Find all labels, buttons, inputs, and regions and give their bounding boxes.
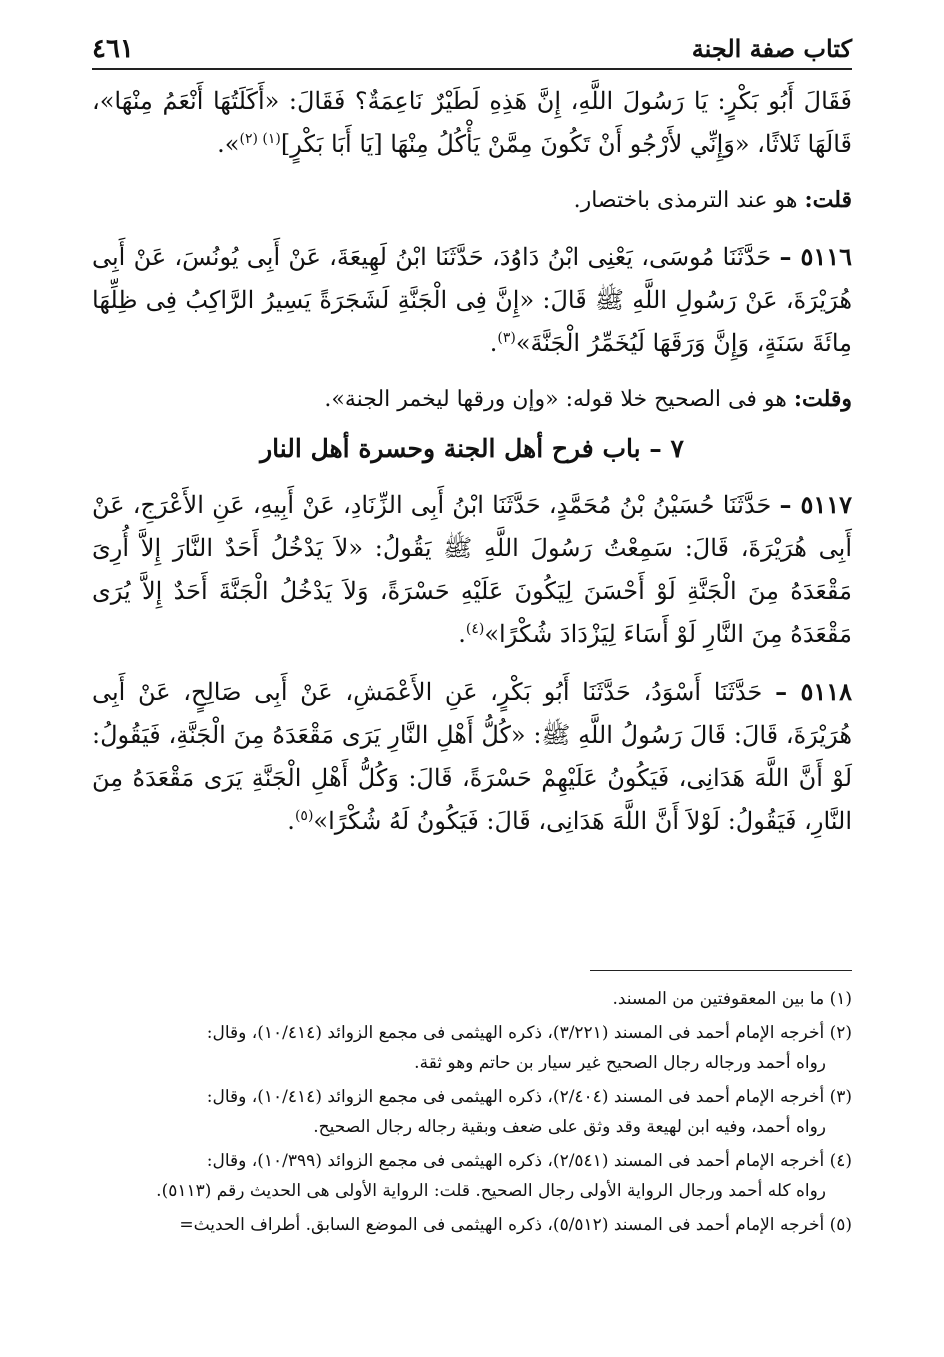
commentary-note — [92, 379, 852, 420]
hadith-5118: ٥١١٨ – حَدَّثَنَا أَسْوَدُ، حَدَّثَنَا أَبُو بَكْرٍ، عَنِ الأَعْمَشِ، عَنْ أَبِى صَالِحٍ، عَنْ أَبِى هُرَيْرَةَ، قَالَ: قَالَ رَسُولُ اللَّهِ ﷺ: «كُلُّ أَهْلِ النَّارِ يَرَى مَقْعَدَهُ مِنَ الْجَنَّةِ، فَيَقُولُ: لَوْ أَنَّ اللَّهَ هَدَانِى، فَيَكُونُ عَلَيْهِمْ حَسْرَةً، قَالَ: وَكُلُّ أَهْلِ الْجَنَّةِ يَرَى مَقْعَدَهُ مِنَ النَّارِ، فَيَقُولُ: لَوْلاَ أَنَّ اللَّهَ هَدَانِى، قَالَ: فَيَكُونُ لَهُ شُكْرًا»$^{(٥)}$. — [92, 677, 853, 835]
footnote-3: (٣) أخرجه الإمام أحمد فى المسند (٢/٤٠٤)، ذكره الهيثمى فى مجمع الزوائد (١٠/٤١٤)، وقال: رواه أحمد، وفيه ابن لهيعة وقد وثق على ضعف وبقية رجاله رجال الصحيح. — [206, 1087, 852, 1137]
note-text: هو فى الصحيح خلا قوله: «وإن ورقها ليخمر الجنة». — [324, 387, 787, 412]
footnote-divider — [590, 970, 852, 971]
page-header — [92, 30, 852, 70]
hadith-text: فَقَالَ أَبُو بَكْرٍ: يَا رَسُولَ اللَّهِ، إِنَّ هَذِهِ لَطَيْرٌ نَاعِمَةٌ؟ فَقَالَ: «أَكَلَتُهَا أَنْعَمُ مِنْهَا»، قَالَهَا ثَلاثًا، «وَإِنِّي لأَرْجُو أَنْ تَكُونَ مِمَّنْ يَأْكُلُ مِنْهَا [يَا أَبَا بَكْرٍ] — [92, 87, 852, 158]
note-label: وقلت: — [793, 386, 852, 412]
hadith-number: ٥١١٧ – — [779, 490, 852, 519]
footnote-ref[interactable]: (١) (٢) — [239, 131, 281, 147]
note-label: قلت: — [804, 187, 852, 213]
running-title: كتاب صفة الجنة — [691, 34, 852, 63]
hadith-number: ٥١١٨ – — [775, 677, 853, 706]
hadith-5116: ٥١١٦ – حَدَّثَنَا مُوسَى، يَعْنِى ابْنُ دَاوُدَ، حَدَّثَنَا ابْنُ لَهِيعَةَ، عَنْ أَبِى يُونُسَ، عَنْ أَبِى هُرَيْرَةَ، عَنْ رَسُولِ اللَّهِ ﷺ قَالَ: «إِنَّ فِى الْجَنَّةِ لَشَجَرَةً يَسِيرُ الرَّاكِبُ فِى ظِلِّهَا مِائَةَ سَنَةٍ، وَإِنَّ وَرَقَهَا لَيُخَمِّرُ الْجَنَّةَ»$^{(٣)}$. — [92, 242, 852, 357]
footnote-ref[interactable]: (٥) — [294, 808, 314, 824]
main-text — [92, 80, 852, 857]
footnotes — [92, 984, 852, 1244]
page-number: ٤٦١ — [92, 34, 134, 64]
chapter-heading: ٧ – باب فرح أهل الجنة وحسرة أهل النار — [260, 434, 684, 463]
hadith-text: حَدَّثَنَا مُوسَى، يَعْنِى ابْنُ دَاوُدَ، حَدَّثَنَا ابْنُ لَهِيعَةَ، عَنْ أَبِى يُونُسَ، عَنْ أَبِى هُرَيْرَةَ، عَنْ رَسُولِ اللَّهِ ﷺ قَالَ: «إِنَّ فِى الْجَنَّةِ لَشَجَرَةً يَسِيرُ الرَّاكِبُ فِى ظِلِّهَا مِائَةَ سَنَةٍ، وَإِنَّ وَرَقَهَا لَيُخَمِّرُ الْجَنَّةَ» — [92, 243, 852, 357]
footnote-2: (٢) أخرجه الإمام أحمد فى المسند (٣/٢٢١)، ذكره الهيثمى فى مجمع الزوائد (١٠/٤١٤)، وقال: رواه أحمد ورجاله رجال الصحيح غير سيار بن حاتم وهو ثقة. — [206, 1023, 852, 1073]
hadith-5117: ٥١١٧ – حَدَّثَنَا حُسَيْنُ بْنُ مُحَمَّدٍ، حَدَّثَنَا ابْنُ أَبِى الزِّنَادِ، عَنْ أَبِيهِ، عَنِ الأَعْرَجِ، عَنْ أَبِى هُرَيْرَةَ، قَالَ: سَمِعْتُ رَسُولَ اللَّهِ ﷺ يَقُولُ: «لاَ يَدْخُلُ أَحَدٌ النَّارَ إِلاَّ أُرِىَ مَقْعَدَهُ مِنَ الْجَنَّةِ لَوْ أَحْسَنَ لِيَكُونَ عَلَيْهِ حَسْرَةً، وَلاَ يَدْخُلُ الْجَنَّةَ أَحَدٌ إِلاَّ يُرَى مَقْعَدَهُ مِنَ النَّارِ لَوْ أَسَاءَ لِيَزْدَادَ شُكْرًا»$^{(٤)}$. — [92, 490, 852, 648]
footnote-ref[interactable]: (٣) — [497, 330, 516, 346]
footnote-4: (٤) أخرجه الإمام أحمد فى المسند (٢/٥٤١)، ذكره الهيثمى فى مجمع الزوائد (١٠/٣٩٩)، وقال: رواه كله أحمد ورجال الرواية الأولى رجال الصحيح. قلت: الرواية الأولى هى الحديث رقم (٥١١٣). — [156, 1151, 852, 1201]
hadith-text: حَدَّثَنَا حُسَيْنُ بْنُ مُحَمَّدٍ، حَدَّثَنَا ابْنُ أَبِى الزِّنَادِ، عَنْ أَبِيهِ، عَنِ الأَعْرَجِ، عَنْ أَبِى هُرَيْرَةَ، قَالَ: سَمِعْتُ رَسُولَ اللَّهِ ﷺ يَقُولُ: «لاَ يَدْخُلُ أَحَدٌ النَّارَ إِلاَّ أُرِىَ مَقْعَدَهُ مِنَ الْجَنَّةِ لَوْ أَحْسَنَ لِيَكُونَ عَلَيْهِ حَسْرَةً، وَلاَ يَدْخُلُ الْجَنَّةَ أَحَدٌ إِلاَّ يُرَى مَقْعَدَهُ مِنَ النَّارِ لَوْ أَسَاءَ لِيَزْدَادَ شُكْرًا» — [92, 491, 852, 648]
hadith-continuation: فَقَالَ أَبُو بَكْرٍ: يَا رَسُولَ اللَّهِ، إِنَّ هَذِهِ لَطَيْرٌ نَاعِمَةٌ؟ فَقَالَ: «أَكَلَتُهَا أَنْعَمُ مِنْهَا»، قَالَهَا ثَلاثًا، «وَإِنِّي لأَرْجُو أَنْ تَكُونَ مِمَّنْ يَأْكُلُ مِنْهَا [يَا أَبَا بَكْرٍ]$^{(١) (٢)}$». — [92, 87, 852, 158]
hadith-text: حَدَّثَنَا أَسْوَدُ، حَدَّثَنَا أَبُو بَكْرٍ، عَنِ الأَعْمَشِ، عَنْ أَبِى صَالِحٍ، عَنْ أَبِى هُرَيْرَةَ، قَالَ: قَالَ رَسُولُ اللَّهِ ﷺ: «كُلُّ أَهْلِ النَّارِ يَرَى مَقْعَدَهُ مِنَ الْجَنَّةِ، فَيَقُولُ: لَوْ أَنَّ اللَّهَ هَدَانِى، فَيَكُونُ عَلَيْهِمْ حَسْرَةً، قَالَ: وَكُلُّ أَهْلِ الْجَنَّةِ يَرَى مَقْعَدَهُ مِنَ النَّارِ، فَيَقُولُ: لَوْلاَ أَنَّ اللَّهَ هَدَانِى، قَالَ: فَيَكُونُ لَهُ شُكْرًا» — [92, 678, 853, 835]
note-text: هو عند الترمذى باختصار. — [573, 188, 798, 213]
footnote-ref[interactable]: (٤) — [465, 621, 485, 637]
commentary-note — [92, 180, 852, 221]
hadith-number: ٥١١٦ – — [779, 242, 852, 271]
footnote-5: (٥) أخرجه الإمام أحمد فى المسند (٥/٥١٢)، ذكره الهيثمى فى الموضع السابق. أطراف الحديث= — [179, 1215, 852, 1235]
footnote-1: (١) ما بين المعقوفتين من المسند. — [612, 989, 852, 1009]
